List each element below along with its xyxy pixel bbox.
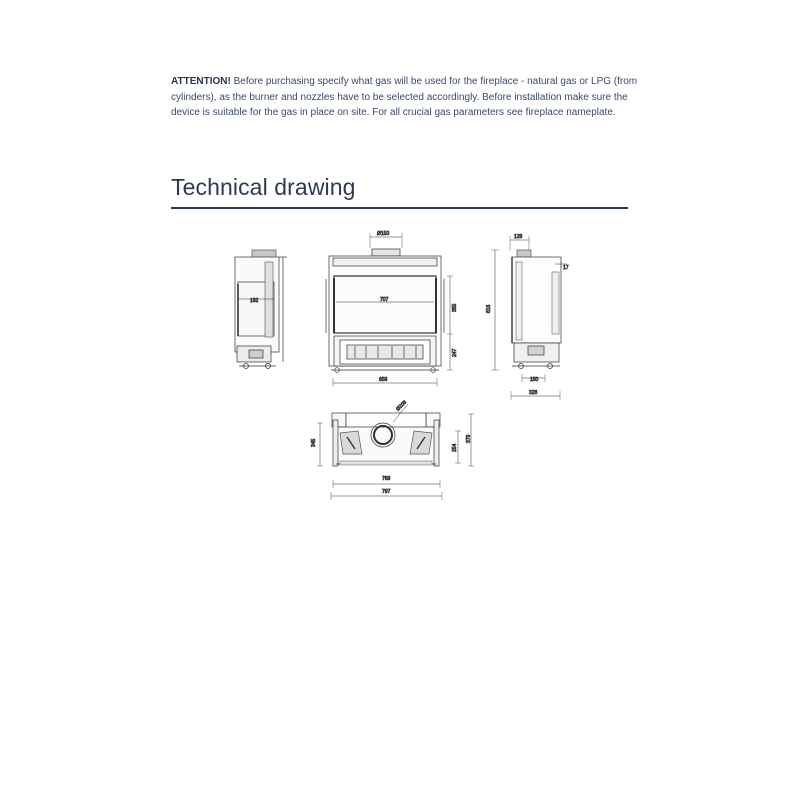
top-dim-depth-left: 345 <box>311 438 317 447</box>
front-dim-glass-height: 355 <box>452 303 458 312</box>
top-dim-inner-width: 769 <box>382 476 391 482</box>
right-view <box>486 234 569 400</box>
top-view <box>311 399 474 500</box>
front-dim-width: 658 <box>379 377 388 383</box>
attention-label: ATTENTION! <box>171 76 231 87</box>
top-dim-depth-inner: 254 <box>452 443 458 452</box>
right-dim-height: 816 <box>486 304 492 313</box>
right-dim-top: 126 <box>514 234 523 240</box>
side-view <box>235 250 287 369</box>
top-dim-depth-right: 379 <box>466 434 472 443</box>
section-title: Technical drawing <box>171 174 356 200</box>
front-view <box>326 231 458 387</box>
front-dim-glass-width: 707 <box>380 297 389 303</box>
top-dim-flue: Ø208 <box>395 399 409 413</box>
right-dim-offset: 17 <box>563 265 569 271</box>
front-dim-base-height: 247 <box>452 348 458 357</box>
right-dim-depth: 328 <box>529 390 538 396</box>
attention-text: Before purchasing specify what gas will be used for the fireplace - natural gas or LPG (from cylinders), as the burner and nozzles have to be selected accordingly. Before installation make sure the device is suitable for the gas in place on site. For all crucial gas parameters see fireplace nameplate. <box>171 76 638 118</box>
side-dim-width: 192 <box>250 298 259 304</box>
front-dim-flue: Ø150 <box>377 231 390 237</box>
top-dim-outer-width: 797 <box>382 489 391 495</box>
right-dim-base: 150 <box>530 377 539 383</box>
